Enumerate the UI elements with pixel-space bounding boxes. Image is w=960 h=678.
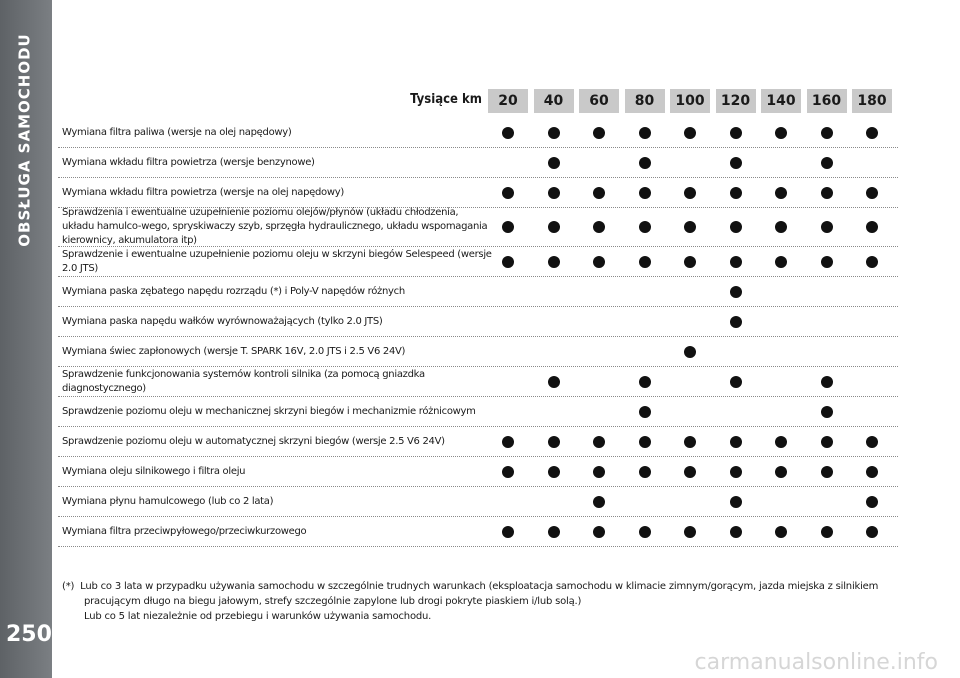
interval-dot <box>684 526 696 538</box>
header-label: Tysiące km <box>410 92 482 107</box>
interval-dot <box>821 256 833 268</box>
interval-dot <box>548 221 560 233</box>
row-label: Wymiana filtra paliwa (wersje na olej napędowy) <box>62 126 292 138</box>
interval-dot <box>684 256 696 268</box>
interval-dot <box>775 127 787 139</box>
interval-dot <box>775 436 787 448</box>
interval-dot <box>866 466 878 478</box>
interval-dot <box>639 127 651 139</box>
interval-dot <box>866 496 878 508</box>
table-row <box>58 118 898 148</box>
column-header-180: 180 <box>852 89 892 113</box>
interval-dot <box>821 187 833 199</box>
interval-dot <box>821 526 833 538</box>
row-label: Sprawdzenie poziomu oleju w automatycznej skrzyni biegów (wersje 2.5 V6 24V) <box>62 435 445 447</box>
row-label: Wymiana płynu hamulcowego (lub co 2 lata) <box>62 495 274 507</box>
column-header-140: 140 <box>761 89 801 113</box>
table-row <box>58 397 898 427</box>
interval-dot <box>639 466 651 478</box>
interval-dot <box>730 157 742 169</box>
interval-dot <box>548 187 560 199</box>
row-label: Sprawdzenia i ewentualne uzupełnienie poziomu olejów/płynów (układu chłodzenia, układu hamulco-wego, spryskiwaczy szyb, sprzęgła hydraulicznego, układu wspomagania kierownicy, akumulatora itp) <box>62 207 488 246</box>
interval-dot <box>684 127 696 139</box>
interval-dot <box>502 187 514 199</box>
interval-dot <box>684 187 696 199</box>
interval-dot <box>775 526 787 538</box>
row-label: Sprawdzenie poziomu oleju w mechanicznej skrzyni biegów i mechanizmie różnicowym <box>62 405 476 417</box>
interval-dot <box>502 221 514 233</box>
column-header-20: 20 <box>488 89 528 113</box>
interval-dot <box>548 466 560 478</box>
column-header-160: 160 <box>807 89 847 113</box>
interval-dot <box>502 526 514 538</box>
table-row <box>58 247 898 277</box>
page-number: 250 <box>6 622 52 647</box>
interval-dot <box>639 221 651 233</box>
interval-dot <box>775 256 787 268</box>
interval-dot <box>730 256 742 268</box>
interval-dot <box>639 526 651 538</box>
interval-dot <box>593 466 605 478</box>
row-label: Sprawdzenie i ewentualne uzupełnienie poziomu oleju w skrzyni biegów Selespeed (wersje 2.0 JTS) <box>62 248 492 274</box>
interval-dot <box>684 466 696 478</box>
table-row <box>58 208 898 247</box>
column-header-80: 80 <box>625 89 665 113</box>
interval-dot <box>548 256 560 268</box>
interval-dot <box>866 187 878 199</box>
interval-dot <box>866 256 878 268</box>
interval-dot <box>866 221 878 233</box>
column-header-60: 60 <box>579 89 619 113</box>
watermark: carmanualsonline.info <box>694 650 938 675</box>
interval-dot <box>821 436 833 448</box>
table-row <box>58 517 898 547</box>
table-row <box>58 148 898 178</box>
table-row <box>58 178 898 208</box>
interval-dot <box>775 466 787 478</box>
interval-dot <box>593 256 605 268</box>
interval-dot <box>548 157 560 169</box>
interval-dot <box>593 187 605 199</box>
interval-dot <box>548 526 560 538</box>
interval-dot <box>548 376 560 388</box>
footnote-line-1 <box>62 579 902 594</box>
interval-dot <box>730 376 742 388</box>
interval-dot <box>639 436 651 448</box>
row-label: Wymiana wkładu filtra powietrza (wersje benzynowe) <box>62 156 315 168</box>
interval-dot <box>593 436 605 448</box>
table-row <box>58 307 898 337</box>
interval-dot <box>730 436 742 448</box>
interval-dot <box>730 466 742 478</box>
table-row <box>58 427 898 457</box>
interval-dot <box>775 187 787 199</box>
interval-dot <box>639 157 651 169</box>
footnote <box>62 579 902 624</box>
interval-dot <box>639 406 651 418</box>
interval-dot <box>684 221 696 233</box>
interval-dot <box>639 256 651 268</box>
section-title: OBSŁUGA SAMOCHODU <box>16 33 35 247</box>
interval-dot <box>684 436 696 448</box>
row-label: Wymiana wkładu filtra powietrza (wersje na olej napędowy) <box>62 186 344 198</box>
column-header-100: 100 <box>670 89 710 113</box>
table-row <box>58 337 898 367</box>
interval-dot <box>639 376 651 388</box>
interval-dot <box>730 127 742 139</box>
interval-dot <box>548 127 560 139</box>
footnote-marker: (*) <box>62 581 75 592</box>
table-header <box>58 89 898 113</box>
table-row <box>58 487 898 517</box>
interval-dot <box>593 221 605 233</box>
interval-dot <box>502 466 514 478</box>
interval-dot <box>593 526 605 538</box>
interval-dot <box>821 376 833 388</box>
interval-dot <box>548 436 560 448</box>
row-label: Wymiana paska zębatego napędu rozrządu (*) i Poly-V napędów różnych <box>62 285 405 297</box>
interval-dot <box>866 526 878 538</box>
row-label: Wymiana filtra przeciwpyłowego/przeciwkurzowego <box>62 525 307 537</box>
interval-dot <box>730 221 742 233</box>
interval-dot <box>593 127 605 139</box>
table-row <box>58 277 898 307</box>
interval-dot <box>502 256 514 268</box>
interval-dot <box>866 436 878 448</box>
interval-dot <box>684 346 696 358</box>
table-row <box>58 457 898 487</box>
interval-dot <box>821 157 833 169</box>
interval-dot <box>821 221 833 233</box>
interval-dot <box>730 496 742 508</box>
footnote-text-1: Lub co 3 lata w przypadku używania samochodu w szczególnie trudnych warunkach (eksploatacja samochodu w klimacie zimnym/gorącym, jazda miejska z silnikiem <box>80 581 879 592</box>
footnote-text-3: Lub co 5 lat niezależnie od przebiegu i warunków używania samochodu. <box>84 611 432 622</box>
row-label: Sprawdzenie funkcjonowania systemów kontroli silnika (za pomocą gniazdka diagnostycznego) <box>62 368 425 394</box>
interval-dot <box>821 127 833 139</box>
row-label: Wymiana oleju silnikowego i filtra oleju <box>62 465 246 477</box>
interval-dot <box>821 406 833 418</box>
interval-dot <box>866 127 878 139</box>
column-header-40: 40 <box>534 89 574 113</box>
sidebar <box>0 0 52 678</box>
interval-dot <box>502 436 514 448</box>
footnote-text-2: pracującym długo na biegu jałowym, strefy szczególnie zapylone lub drogi pokryte piaskiem i/lub solą.) <box>84 596 582 607</box>
interval-dot <box>775 221 787 233</box>
interval-dot <box>730 526 742 538</box>
table-row <box>58 367 898 397</box>
interval-dot <box>730 316 742 328</box>
interval-dot <box>821 466 833 478</box>
column-header-120: 120 <box>716 89 756 113</box>
interval-dot <box>730 187 742 199</box>
interval-dot <box>502 127 514 139</box>
interval-dot <box>593 496 605 508</box>
interval-dot <box>730 286 742 298</box>
interval-dot <box>639 187 651 199</box>
row-label: Wymiana paska napędu wałków wyrównoważających (tylko 2.0 JTS) <box>62 315 383 327</box>
row-label: Wymiana świec zapłonowych (wersje T. SPARK 16V, 2.0 JTS i 2.5 V6 24V) <box>62 345 406 357</box>
section-title-vertical <box>10 30 40 250</box>
maintenance-table <box>58 118 898 547</box>
